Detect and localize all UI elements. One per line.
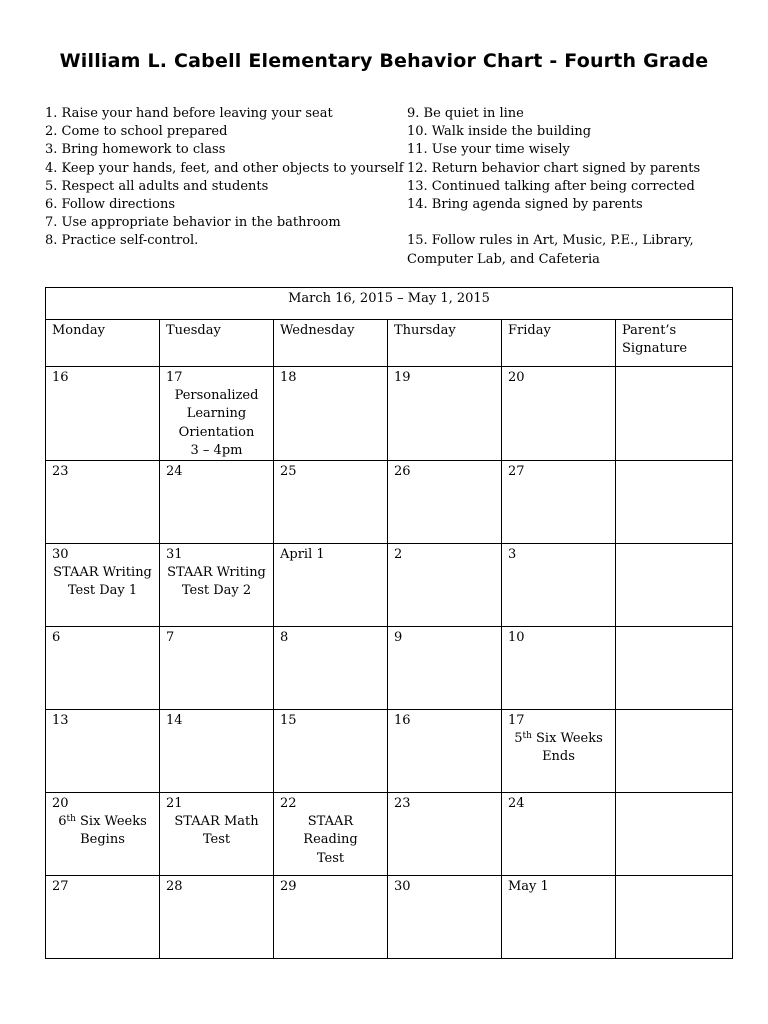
rule-item: 7. Use appropriate behavior in the bathroom	[45, 215, 341, 231]
rule-item: 14. Bring agenda signed by parents	[407, 196, 643, 212]
day-number: 17	[166, 370, 183, 385]
day-number: 20	[52, 796, 69, 812]
header-monday: Monday	[46, 320, 160, 367]
week-row	[46, 367, 733, 461]
day-number: 20	[508, 370, 525, 385]
day-number: 14	[166, 713, 183, 729]
day-number: 23	[52, 464, 69, 480]
behavior-calendar	[45, 287, 733, 959]
event-text: STAAR Reading	[303, 814, 358, 848]
day-cell	[274, 710, 388, 793]
event-text: 6th Six Weeks	[58, 814, 147, 830]
event-text: Personalized	[174, 388, 259, 404]
day-cell	[502, 367, 616, 461]
event-text: Test Day 2	[181, 583, 252, 599]
day-number: 8	[280, 630, 289, 646]
event-text: 3 – 4pm	[190, 442, 243, 458]
day-cell	[160, 793, 274, 876]
rule-item: 2. Come to school prepared	[45, 124, 228, 140]
day-cell	[160, 461, 274, 544]
day-number: 16	[394, 713, 411, 729]
day-number: 7	[166, 630, 175, 646]
day-cell	[46, 793, 160, 876]
day-cell	[46, 710, 160, 793]
rule-item: 10. Walk inside the building	[407, 124, 592, 140]
day-cell	[274, 367, 388, 461]
event-text: Begins	[80, 832, 125, 848]
day-number: 30	[394, 879, 411, 895]
day-number: 9	[394, 630, 403, 646]
header-thursday: Thursday	[388, 320, 502, 367]
day-cell	[388, 710, 502, 793]
week-row	[46, 544, 733, 627]
rules-list-left	[45, 105, 404, 251]
day-number: 31	[166, 547, 183, 563]
rule-item: 12. Return behavior chart signed by parents	[407, 160, 701, 176]
week-row	[46, 876, 733, 959]
signature-cell[interactable]	[616, 461, 733, 544]
day-cell	[388, 461, 502, 544]
rules-list-right	[407, 105, 707, 269]
week-row	[46, 461, 733, 544]
day-cell	[46, 544, 160, 627]
day-number: 18	[280, 370, 297, 385]
day-number: 27	[508, 464, 525, 480]
event-text: STAAR Math	[174, 814, 259, 830]
rule-item: 1. Raise your hand before leaving your seat	[45, 106, 333, 121]
signature-cell[interactable]	[616, 367, 733, 461]
day-cell	[46, 876, 160, 959]
day-cell	[160, 710, 274, 793]
day-number: 6	[52, 630, 61, 646]
event-text: Orientation	[178, 424, 255, 440]
week-row	[46, 793, 733, 876]
day-cell	[388, 793, 502, 876]
week-row	[46, 627, 733, 710]
day-cell	[502, 544, 616, 627]
day-number: 2	[394, 547, 403, 563]
signature-cell[interactable]	[616, 793, 733, 876]
event-text: Test Day 1	[67, 583, 138, 599]
rule-item: 15. Follow rules in Art, Music, P.E., Library, Computer Lab, and Cafeteria	[407, 233, 694, 267]
day-cell	[388, 627, 502, 710]
day-number: 24	[508, 796, 525, 812]
day-number: 15	[280, 713, 297, 729]
event-text: Test	[316, 850, 345, 866]
day-cell	[388, 876, 502, 959]
rule-item: 11. Use your time wisely	[407, 142, 570, 158]
day-cell	[388, 367, 502, 461]
day-cell	[502, 627, 616, 710]
rule-item: 13. Continued talking after being corrected	[407, 178, 695, 194]
week-row	[46, 710, 733, 793]
event-text: Test	[202, 832, 231, 848]
signature-cell[interactable]	[616, 876, 733, 959]
day-number: April 1	[280, 547, 325, 563]
day-cell	[160, 627, 274, 710]
event-text: 5th Six Weeks	[514, 731, 603, 747]
day-number: May 1	[508, 879, 549, 895]
day-cell	[502, 876, 616, 959]
rule-item: 5. Respect all adults and students	[45, 178, 269, 194]
day-cell	[160, 544, 274, 627]
day-cell	[274, 461, 388, 544]
day-cell	[160, 367, 274, 461]
day-number: 10	[508, 630, 525, 646]
day-cell	[274, 793, 388, 876]
day-cell	[160, 876, 274, 959]
day-number: 27	[52, 879, 69, 895]
day-cell	[502, 793, 616, 876]
day-number: 25	[280, 464, 297, 480]
day-cell	[502, 461, 616, 544]
day-cell	[46, 367, 160, 461]
rule-item: 6. Follow directions	[45, 196, 175, 212]
day-number: 19	[394, 370, 411, 385]
day-number: 3	[508, 547, 517, 563]
day-number: 16	[52, 370, 69, 385]
day-number: 24	[166, 464, 183, 480]
signature-cell[interactable]	[616, 627, 733, 710]
rule-item: 4. Keep your hands, feet, and other objects to yourself	[45, 160, 404, 176]
day-number: 22	[280, 796, 297, 812]
day-cell	[502, 710, 616, 793]
event-text: Learning	[186, 406, 247, 422]
page-title: William L. Cabell Elementary Behavior Chart - Fourth Grade	[59, 50, 709, 72]
day-number: 30	[52, 547, 69, 563]
rule-item: 9. Be quiet in line	[407, 106, 524, 121]
day-cell	[388, 544, 502, 627]
day-number: 17	[508, 713, 525, 729]
event-text: STAAR Writing	[167, 565, 266, 581]
day-number: 26	[394, 464, 411, 480]
day-number: 28	[166, 879, 183, 895]
header-friday: Friday	[502, 320, 616, 367]
header-wednesday: Wednesday	[274, 320, 388, 367]
rule-item: 8. Practice self-control.	[45, 233, 199, 249]
day-cell	[274, 627, 388, 710]
day-cell	[274, 544, 388, 627]
rule-item: 3. Bring homework to class	[45, 142, 226, 158]
day-number: 21	[166, 796, 183, 812]
day-number: 29	[280, 879, 297, 895]
event-text: STAAR Writing	[53, 565, 152, 581]
date-range: March 16, 2015 – May 1, 2015	[46, 288, 733, 320]
event-text: Ends	[542, 749, 575, 765]
day-cell	[46, 461, 160, 544]
header-tuesday: Tuesday	[160, 320, 274, 367]
day-cell	[274, 876, 388, 959]
day-cell	[46, 627, 160, 710]
header-parent-signature: Parent’s Signature	[616, 320, 733, 367]
day-number: 23	[394, 796, 411, 812]
day-number: 13	[52, 713, 69, 729]
signature-cell[interactable]	[616, 544, 733, 627]
signature-cell[interactable]	[616, 710, 733, 793]
